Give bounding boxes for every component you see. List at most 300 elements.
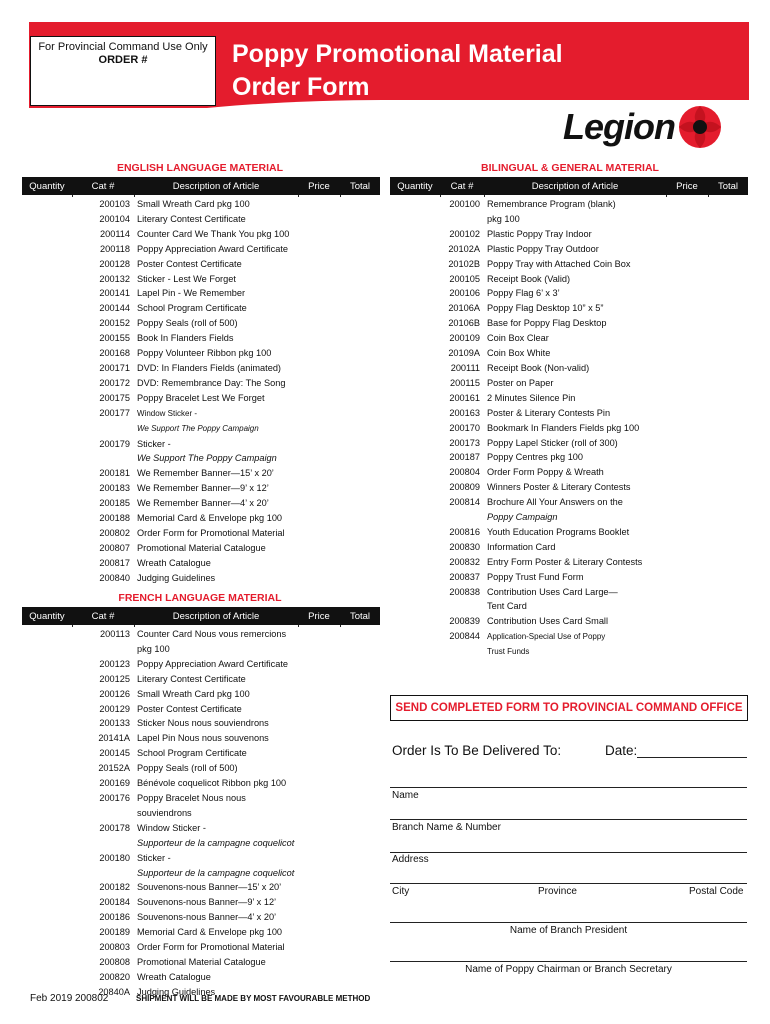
table-row <box>22 376 380 391</box>
table-row <box>22 761 380 776</box>
cat-number: 200837 <box>449 571 480 582</box>
total-field[interactable] <box>340 940 380 955</box>
total-field[interactable] <box>708 242 748 257</box>
cat-number: 200181 <box>99 468 130 479</box>
price-field[interactable] <box>298 925 340 940</box>
total-field[interactable] <box>708 376 748 391</box>
poppy-icon <box>677 104 723 150</box>
price-field[interactable] <box>298 316 340 331</box>
quantity-field[interactable] <box>22 571 72 586</box>
table-row <box>22 895 380 910</box>
item-description <box>484 316 666 331</box>
description-text: Literary Contest Certificate <box>137 673 246 684</box>
quantity-field[interactable] <box>390 421 440 436</box>
price-field[interactable] <box>666 257 708 272</box>
quantity-field[interactable] <box>22 731 72 746</box>
price-field[interactable] <box>298 212 340 227</box>
total-field[interactable] <box>708 436 748 451</box>
total-field[interactable] <box>340 496 380 511</box>
quantity-field[interactable] <box>390 406 440 421</box>
table-row <box>390 421 748 436</box>
quantity-field[interactable] <box>22 541 72 556</box>
total-field[interactable] <box>708 346 748 361</box>
column-divider <box>72 195 73 197</box>
total-field[interactable] <box>708 227 748 242</box>
price-field[interactable] <box>666 525 708 540</box>
price-field[interactable] <box>298 657 340 672</box>
price-field[interactable] <box>666 197 708 227</box>
price-field[interactable] <box>298 955 340 970</box>
total-field[interactable] <box>708 555 748 570</box>
price-field[interactable] <box>298 511 340 526</box>
total-field[interactable] <box>340 955 380 970</box>
postal-code-label: Postal Code <box>689 886 744 897</box>
total-field[interactable] <box>708 361 748 376</box>
quantity-field[interactable] <box>390 361 440 376</box>
item-description <box>484 361 666 376</box>
quantity-field[interactable] <box>390 301 440 316</box>
description-text: Order Form for Promotional Material <box>137 942 285 953</box>
total-field[interactable] <box>340 851 380 881</box>
price-field[interactable] <box>298 286 340 301</box>
quantity-field[interactable] <box>22 940 72 955</box>
price-field[interactable] <box>298 716 340 731</box>
col-description: Description of Article <box>172 610 260 622</box>
total-field[interactable] <box>708 525 748 540</box>
total-field[interactable] <box>340 316 380 331</box>
price-field[interactable] <box>298 361 340 376</box>
cat-number: 200161 <box>449 392 480 403</box>
price-field[interactable] <box>298 481 340 496</box>
quantity-field[interactable] <box>22 851 72 881</box>
total-field[interactable] <box>340 776 380 791</box>
quantity-field[interactable] <box>390 465 440 480</box>
price-field[interactable] <box>298 406 340 437</box>
quantity-field[interactable] <box>22 526 72 541</box>
item-description <box>484 585 666 615</box>
description-text: Sticker Nous nous souviendrons <box>137 718 269 729</box>
price-field[interactable] <box>666 406 708 421</box>
total-field[interactable] <box>340 376 380 391</box>
item-description <box>134 346 298 361</box>
bilingual-table-header <box>390 177 748 195</box>
cat-number: 200111 <box>450 362 480 373</box>
cat-number: 200173 <box>449 437 480 448</box>
total-field[interactable] <box>340 970 380 985</box>
chairman-field[interactable] <box>390 961 747 962</box>
total-field[interactable] <box>708 391 748 406</box>
price-field[interactable] <box>666 629 708 660</box>
total-field[interactable] <box>340 466 380 481</box>
quantity-field[interactable] <box>22 272 72 287</box>
price-field[interactable] <box>298 496 340 511</box>
quantity-field[interactable] <box>390 286 440 301</box>
price-field[interactable] <box>666 540 708 555</box>
address-line-1[interactable] <box>390 787 747 788</box>
total-field[interactable] <box>340 331 380 346</box>
price-field[interactable] <box>298 970 340 985</box>
quantity-field[interactable] <box>22 242 72 257</box>
table-row <box>390 286 748 301</box>
item-description <box>134 925 298 940</box>
price-field[interactable] <box>666 495 708 525</box>
description-text: DVD: In Flanders Fields (animated) <box>137 362 281 373</box>
quantity-field[interactable] <box>22 197 72 212</box>
item-description <box>484 242 666 257</box>
quantity-field[interactable] <box>22 511 72 526</box>
branch-field[interactable] <box>390 852 747 853</box>
total-field[interactable] <box>340 627 380 657</box>
quantity-field[interactable] <box>390 540 440 555</box>
price-field[interactable] <box>298 541 340 556</box>
total-field[interactable] <box>708 614 748 629</box>
quantity-field[interactable] <box>390 391 440 406</box>
column-divider <box>666 195 667 197</box>
quantity-field[interactable] <box>390 629 440 660</box>
price-field[interactable] <box>298 940 340 955</box>
quantity-field[interactable] <box>22 257 72 272</box>
description-text: Lapel Pin Nous nous souvenons <box>137 733 269 744</box>
table-row <box>22 702 380 717</box>
quantity-field[interactable] <box>22 910 72 925</box>
price-field[interactable] <box>298 466 340 481</box>
table-row <box>390 406 748 421</box>
total-field[interactable] <box>340 391 380 406</box>
price-field[interactable] <box>298 791 340 821</box>
description-text: Information Card <box>487 541 556 552</box>
table-row <box>22 910 380 925</box>
total-field[interactable] <box>340 702 380 717</box>
total-field[interactable] <box>340 346 380 361</box>
price-field[interactable] <box>298 556 340 571</box>
total-field[interactable] <box>340 571 380 586</box>
total-field[interactable] <box>340 657 380 672</box>
item-description <box>134 301 298 316</box>
quantity-field[interactable] <box>22 346 72 361</box>
price-field[interactable] <box>666 376 708 391</box>
quantity-field[interactable] <box>22 627 72 657</box>
price-field[interactable] <box>298 376 340 391</box>
total-field[interactable] <box>340 437 380 467</box>
cat-number: 200152 <box>99 318 130 329</box>
price-field[interactable] <box>298 242 340 257</box>
cat-number: 200144 <box>99 303 130 314</box>
table-row <box>390 301 748 316</box>
description-text: Poppy Centres pkg 100 <box>487 452 584 463</box>
price-field[interactable] <box>666 480 708 495</box>
quantity-field[interactable] <box>22 746 72 761</box>
item-description <box>134 227 298 242</box>
quantity-field[interactable] <box>22 496 72 511</box>
total-field[interactable] <box>708 465 748 480</box>
total-field[interactable] <box>340 361 380 376</box>
total-field[interactable] <box>340 272 380 287</box>
cat-number: 200183 <box>99 483 130 494</box>
total-field[interactable] <box>340 880 380 895</box>
description-text: Receipt Book (Valid) <box>487 273 571 284</box>
quantity-field[interactable] <box>22 406 72 437</box>
description-text: Sticker - Lest We Forget <box>137 273 236 284</box>
total-field[interactable] <box>708 570 748 585</box>
quantity-field[interactable] <box>390 346 440 361</box>
price-field[interactable] <box>666 331 708 346</box>
item-description <box>134 791 298 821</box>
total-field[interactable] <box>340 925 380 940</box>
price-field[interactable] <box>298 437 340 467</box>
price-field[interactable] <box>666 391 708 406</box>
price-field[interactable] <box>298 301 340 316</box>
quantity-field[interactable] <box>390 331 440 346</box>
total-field[interactable] <box>340 746 380 761</box>
total-field[interactable] <box>340 687 380 702</box>
total-field[interactable] <box>340 821 380 851</box>
item-description <box>484 525 666 540</box>
total-field[interactable] <box>708 197 748 227</box>
quantity-field[interactable] <box>390 197 440 227</box>
table-row <box>22 955 380 970</box>
quantity-field[interactable] <box>22 821 72 851</box>
quantity-field[interactable] <box>22 361 72 376</box>
price-field[interactable] <box>666 465 708 480</box>
cat-number: 200839 <box>449 616 480 627</box>
description-text: Order Form Poppy & Wreath <box>487 467 604 478</box>
price-field[interactable] <box>298 821 340 851</box>
price-field[interactable] <box>298 627 340 657</box>
description-text: Plastic Poppy Tray Outdoor <box>487 243 599 254</box>
quantity-field[interactable] <box>390 257 440 272</box>
address-field[interactable] <box>390 883 747 884</box>
table-row <box>22 925 380 940</box>
price-field[interactable] <box>298 257 340 272</box>
quantity-field[interactable] <box>390 585 440 615</box>
price-field[interactable] <box>666 555 708 570</box>
description-subtext: Poppy Campaign <box>487 512 558 523</box>
price-field[interactable] <box>666 585 708 615</box>
price-field[interactable] <box>666 614 708 629</box>
order-number-box[interactable] <box>30 36 216 106</box>
price-field[interactable] <box>666 421 708 436</box>
quantity-field[interactable] <box>22 776 72 791</box>
quantity-field[interactable] <box>22 212 72 227</box>
total-field[interactable] <box>340 910 380 925</box>
description-text: School Program Certificate <box>137 748 247 759</box>
price-field[interactable] <box>666 361 708 376</box>
price-field[interactable] <box>298 776 340 791</box>
table-row <box>22 496 380 511</box>
quantity-field[interactable] <box>22 657 72 672</box>
cat-number: 200803 <box>99 942 130 953</box>
total-field[interactable] <box>340 301 380 316</box>
total-field[interactable] <box>708 540 748 555</box>
price-field[interactable] <box>298 571 340 586</box>
price-field[interactable] <box>666 316 708 331</box>
price-field[interactable] <box>666 346 708 361</box>
price-field[interactable] <box>298 851 340 881</box>
total-field[interactable] <box>340 511 380 526</box>
quantity-field[interactable] <box>22 791 72 821</box>
quantity-field[interactable] <box>390 495 440 525</box>
quantity-field[interactable] <box>22 391 72 406</box>
price-field[interactable] <box>298 731 340 746</box>
price-field[interactable] <box>298 672 340 687</box>
quantity-field[interactable] <box>22 481 72 496</box>
total-field[interactable] <box>340 672 380 687</box>
total-field[interactable] <box>340 212 380 227</box>
quantity-field[interactable] <box>390 436 440 451</box>
quantity-field[interactable] <box>22 970 72 985</box>
price-field[interactable] <box>298 895 340 910</box>
price-field[interactable] <box>666 272 708 287</box>
total-field[interactable] <box>708 480 748 495</box>
quantity-field[interactable] <box>22 331 72 346</box>
quantity-field[interactable] <box>22 227 72 242</box>
send-instructions: SEND COMPLETED FORM TO PROVINCIAL COMMAND OFFICE <box>390 695 748 721</box>
quantity-field[interactable] <box>22 687 72 702</box>
item-description <box>134 761 298 776</box>
quantity-field[interactable] <box>22 880 72 895</box>
total-field[interactable] <box>708 257 748 272</box>
total-field[interactable] <box>340 286 380 301</box>
quantity-field[interactable] <box>22 672 72 687</box>
quantity-field[interactable] <box>390 614 440 629</box>
price-field[interactable] <box>298 272 340 287</box>
price-field[interactable] <box>298 746 340 761</box>
price-field[interactable] <box>666 227 708 242</box>
total-field[interactable] <box>340 197 380 212</box>
price-field[interactable] <box>298 197 340 212</box>
total-field[interactable] <box>708 629 748 660</box>
cat-number: 200104 <box>99 213 130 224</box>
quantity-field[interactable] <box>390 570 440 585</box>
quantity-field[interactable] <box>390 525 440 540</box>
description-text: Poppy Lapel Sticker (roll of 300) <box>487 437 618 448</box>
price-field[interactable] <box>298 761 340 776</box>
price-field[interactable] <box>298 346 340 361</box>
quantity-field[interactable] <box>22 437 72 467</box>
column-divider <box>340 625 341 627</box>
total-field[interactable] <box>340 481 380 496</box>
quantity-field[interactable] <box>22 286 72 301</box>
total-field[interactable] <box>340 731 380 746</box>
quantity-field[interactable] <box>22 316 72 331</box>
price-field[interactable] <box>298 391 340 406</box>
quantity-field[interactable] <box>390 450 440 465</box>
table-row <box>390 570 748 585</box>
quantity-field[interactable] <box>22 895 72 910</box>
table-row <box>22 361 380 376</box>
item-description <box>134 940 298 955</box>
price-field[interactable] <box>666 301 708 316</box>
price-field[interactable] <box>298 526 340 541</box>
price-field[interactable] <box>666 570 708 585</box>
french-rows <box>22 627 380 1000</box>
price-field[interactable] <box>298 227 340 242</box>
quantity-field[interactable] <box>390 242 440 257</box>
cat-number: 200163 <box>449 407 480 418</box>
total-field[interactable] <box>340 406 380 437</box>
total-field[interactable] <box>340 242 380 257</box>
price-field[interactable] <box>298 331 340 346</box>
total-field[interactable] <box>340 716 380 731</box>
total-field[interactable] <box>708 301 748 316</box>
total-field[interactable] <box>708 286 748 301</box>
total-field[interactable] <box>708 450 748 465</box>
description-text: Small Wreath Card pkg 100 <box>137 199 250 209</box>
price-field[interactable] <box>666 436 708 451</box>
total-field[interactable] <box>340 227 380 242</box>
cat-number: 200177 <box>99 407 130 418</box>
quantity-field[interactable] <box>390 272 440 287</box>
price-field[interactable] <box>666 286 708 301</box>
total-field[interactable] <box>708 331 748 346</box>
quantity-field[interactable] <box>22 716 72 731</box>
total-field[interactable] <box>708 585 748 615</box>
quantity-field[interactable] <box>22 955 72 970</box>
date-field[interactable] <box>637 757 747 758</box>
item-description <box>134 526 298 541</box>
description-text: Poster & Literary Contests Pin <box>487 407 611 418</box>
table-row <box>390 316 748 331</box>
quantity-field[interactable] <box>22 376 72 391</box>
quantity-field[interactable] <box>390 555 440 570</box>
quantity-field[interactable] <box>390 316 440 331</box>
quantity-field[interactable] <box>22 556 72 571</box>
total-field[interactable] <box>708 495 748 525</box>
quantity-field[interactable] <box>22 702 72 717</box>
cat-number: 200170 <box>449 422 480 433</box>
quantity-field[interactable] <box>390 376 440 391</box>
price-field[interactable] <box>298 880 340 895</box>
total-field[interactable] <box>340 257 380 272</box>
description-text: Poster Contest Certificate <box>137 258 242 269</box>
cat-number: 200102 <box>449 228 480 239</box>
total-field[interactable] <box>340 791 380 821</box>
total-field[interactable] <box>340 541 380 556</box>
total-field[interactable] <box>340 526 380 541</box>
total-field[interactable] <box>340 556 380 571</box>
cat-number: 200118 <box>100 243 130 254</box>
quantity-field[interactable] <box>390 227 440 242</box>
price-field[interactable] <box>298 910 340 925</box>
price-field[interactable] <box>666 450 708 465</box>
quantity-field[interactable] <box>22 925 72 940</box>
table-row <box>22 687 380 702</box>
description-text: Poppy Volunteer Ribbon pkg 100 <box>137 348 272 359</box>
page-title <box>232 38 563 103</box>
total-field[interactable] <box>708 272 748 287</box>
quantity-field[interactable] <box>22 301 72 316</box>
price-field[interactable] <box>298 702 340 717</box>
total-field[interactable] <box>708 406 748 421</box>
description-text: DVD: Remembrance Day: The Song <box>137 377 286 388</box>
quantity-field[interactable] <box>390 480 440 495</box>
quantity-field[interactable] <box>22 466 72 481</box>
cat-number: 200114 <box>100 228 130 239</box>
price-field[interactable] <box>298 687 340 702</box>
total-field[interactable] <box>708 421 748 436</box>
table-row <box>22 301 380 316</box>
total-field[interactable] <box>340 895 380 910</box>
quantity-field[interactable] <box>22 761 72 776</box>
price-field[interactable] <box>666 242 708 257</box>
total-field[interactable] <box>340 761 380 776</box>
name-field[interactable] <box>390 819 747 820</box>
table-row <box>22 286 380 301</box>
bilingual-rows <box>390 197 748 660</box>
president-field[interactable] <box>390 922 747 923</box>
total-field[interactable] <box>708 316 748 331</box>
description-text: Judging Guidelines <box>137 572 216 583</box>
